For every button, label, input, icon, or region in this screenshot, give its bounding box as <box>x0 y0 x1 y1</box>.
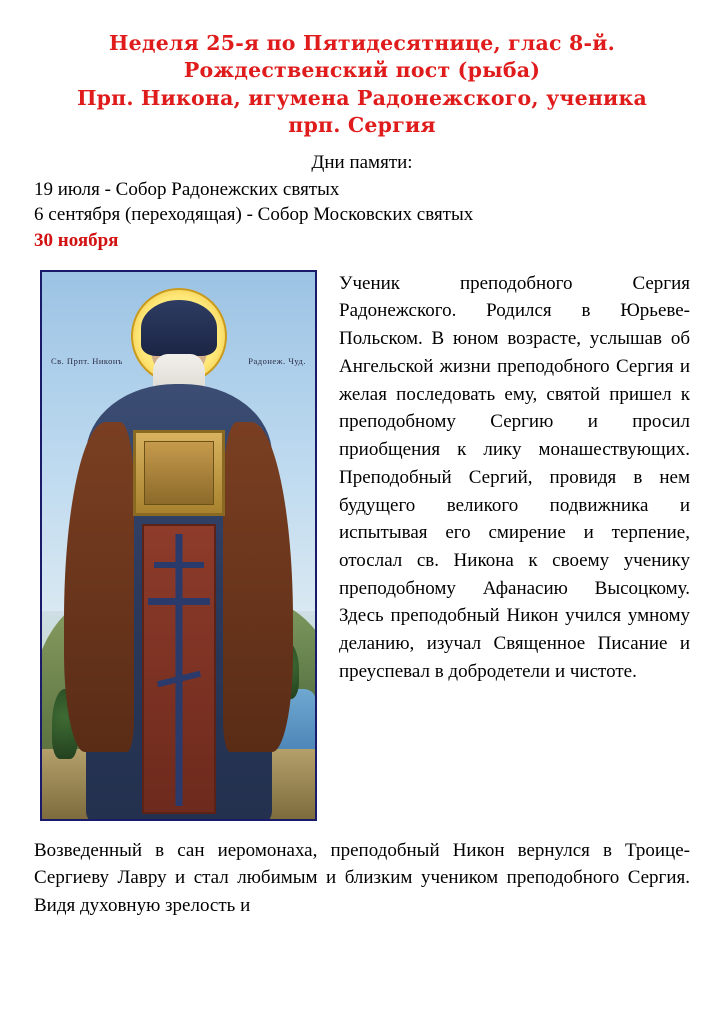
biography-bottom-text: Возведенный в сан иеромонаха, преподобный Никон вернулся в Троице-Сергиеву Лавру и стал любимым и близким учеником преподобного Сергия. Видя духовную зрелость и <box>34 839 690 917</box>
memory-date-highlight: 30 ноября <box>34 230 119 252</box>
title-line-1: Неделя 25-я по Пятидесятнице, глас 8-й. <box>109 31 615 55</box>
cross-bar-top-icon <box>154 562 204 568</box>
title-line-2: Рождественский пост (рыба) <box>183 58 541 83</box>
saint-hood <box>141 300 217 356</box>
icon-caption-left: Св. Прпт. Никонъ <box>51 355 123 366</box>
icon-image-wrap <box>34 270 317 821</box>
title-line-4: прп. Сергия <box>288 112 436 137</box>
memory-date-1: 19 июля - Собор Радонежских святых <box>34 178 340 200</box>
memory-days-heading: Дни памяти: <box>311 152 413 173</box>
saint-icon-image <box>40 270 317 821</box>
memory-date-2: 6 сентября (переходящая) - Собор Московских святых <box>34 204 474 226</box>
cross-vertical-icon <box>175 534 182 806</box>
scroll-with-cross <box>142 524 216 814</box>
page-title <box>34 30 690 139</box>
memory-days-list <box>34 177 690 254</box>
content-row <box>34 270 690 821</box>
held-icon-trinity <box>133 430 225 516</box>
title-line-3: Прп. Никона, игумена Радонежского, ученика <box>77 85 647 110</box>
icon-caption-right: Радонеж. Чуд. <box>248 355 306 366</box>
biography-column-text: Ученик преподобного Сергия Радонежского. Родился в Юрьеве-Польском. В юном возрасте, услышав об Ангельской жизни преподобного Сергия и желая последовать ему, святой пришел к преподобному Сергию и просил приобщения к лику монашествующих. Преподобный Сергий, провидя в нем будущего великого подвижника и испытывая его смирение и терпение, отослал св. Никона к своему ученику преподобному Афанасию Высоцкому. Здесь преподобный Никон учился умному деланию, изучал Священное Писание и преуспевал в добродетели и чистоте. <box>339 272 690 682</box>
held-icon-inner <box>144 441 214 505</box>
cross-bar-main-icon <box>148 598 210 605</box>
